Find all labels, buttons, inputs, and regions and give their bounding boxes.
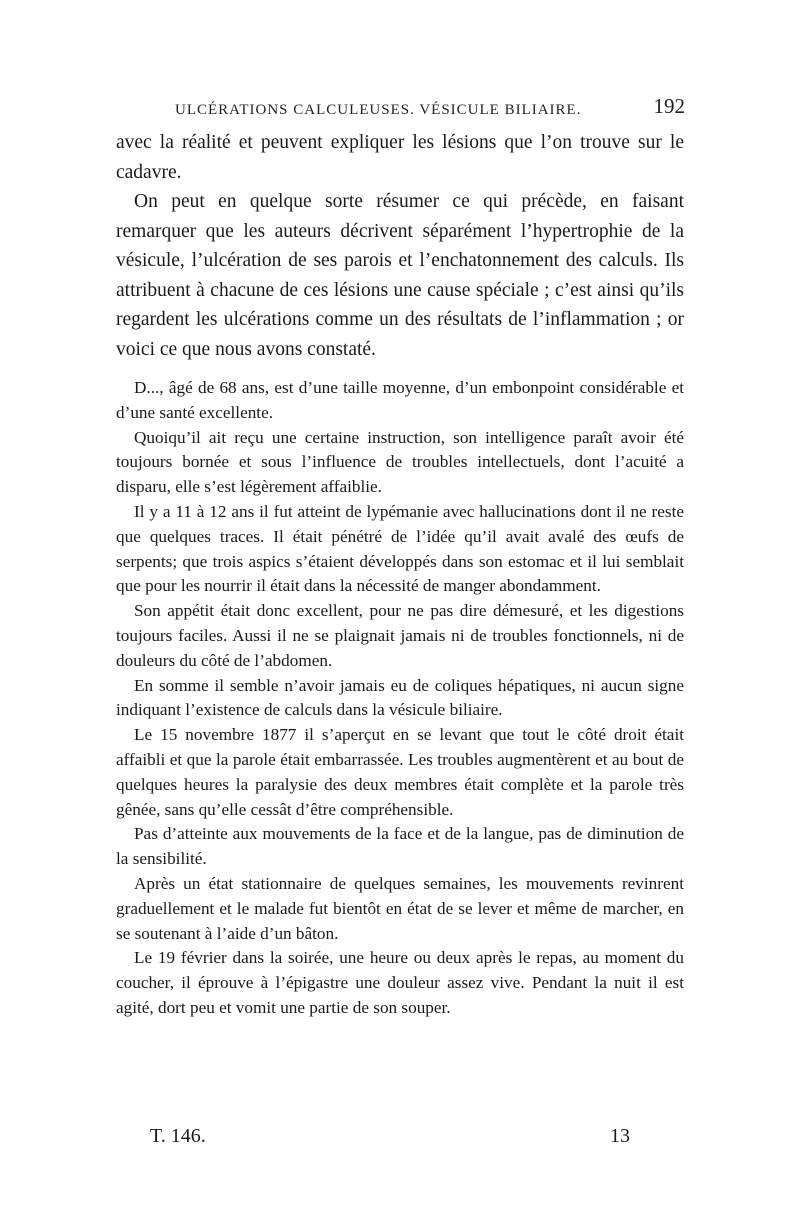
running-title: ULCÉRATIONS CALCULEUSES. VÉSICULE BILIAIRE. [175, 102, 582, 118]
body-text [116, 128, 684, 1021]
page-footer [150, 1125, 630, 1155]
observation-paragraph: Il y a 11 à 12 ans il fut atteint de lypémanie avec hallucinations dont il ne reste que quelques traces. Il était pénétré de l’idée qu’il avait avalé des œufs de serpents; que trois aspics s’étaient développés dans son estomac et il lui semblait que pour les nourrir il était dans la nécessité de manger abondamment. [116, 501, 684, 596]
observation-paragraph: Quoiqu’il ait reçu une certaine instruction, son intelligence paraît avoir été toujours bornée et sous l’influence de troubles intellectuels, dont l’acuité a disparu, elle s’est légèrement affaiblie. [116, 427, 684, 497]
case-observation [116, 376, 684, 1021]
paragraph: On peut en quelque sorte résumer ce qui précède, en faisant remarquer que les auteurs décrivent séparément l’hypertrophie de la vésicule, l’ulcération de ses parois et l’enchatonnement des calculs. Ils attribuent à chacune de ces lésions une cause spéciale ; c’est ainsi qu’ils regardent les ulcérations comme un des résultats de l’inflammation ; or voici ce que nous avons constaté. [116, 191, 684, 360]
running-header [175, 94, 685, 122]
observation-paragraph: Le 15 novembre 1877 il s’aperçut en se levant que tout le côté droit était affaibli et que la parole était embarrassée. Les troubles augmentèrent et au bout de quelques heures la paralysie des deux membres était complète et la parole très gênée, sans qu’elle cessât d’être compréhensible. [116, 725, 684, 819]
page-number: 192 [653, 94, 685, 118]
observation-paragraph: D..., âgé de 68 ans, est d’une taille moyenne, d’un embonpoint considérable et d’une santé excellente. [116, 378, 684, 422]
observation-paragraph: Son appétit était donc excellent, pour ne pas dire démesuré, et les digestions toujours faciles. Aussi il ne se plaignait jamais ni de troubles fonctionnels, ni de douleurs du côté de l’abdomen. [116, 601, 684, 670]
observation-paragraph: Pas d’atteinte aux mouvements de la face et de la langue, pas de diminution de la sensibilité. [116, 824, 684, 869]
sheet-number: 13 [610, 1125, 630, 1147]
observation-paragraph: En somme il semble n’avoir jamais eu de coliques hépatiques, ni aucun signe indiquant l’existence de calculs dans la vésicule biliaire. [116, 675, 684, 720]
paragraph: avec la réalité et peuvent expliquer les lésions que l’on trouve sur le cadavre. [116, 132, 684, 183]
observation-paragraph: Après un état stationnaire de quelques semaines, les mouvements revinrent graduellement et le malade fut bientôt en état de se lever et même de marcher, en se soutenant à l’aide d’un bâton. [116, 873, 684, 943]
signature-mark: T. 146. [150, 1125, 206, 1147]
observation-paragraph: Le 19 février dans la soirée, une heure ou deux après le repas, au moment du coucher, il éprouve à l’épigastre une douleur assez vive. Pendant la nuit il est agité, dort peu et vomit une partie de son souper. [116, 948, 684, 1017]
